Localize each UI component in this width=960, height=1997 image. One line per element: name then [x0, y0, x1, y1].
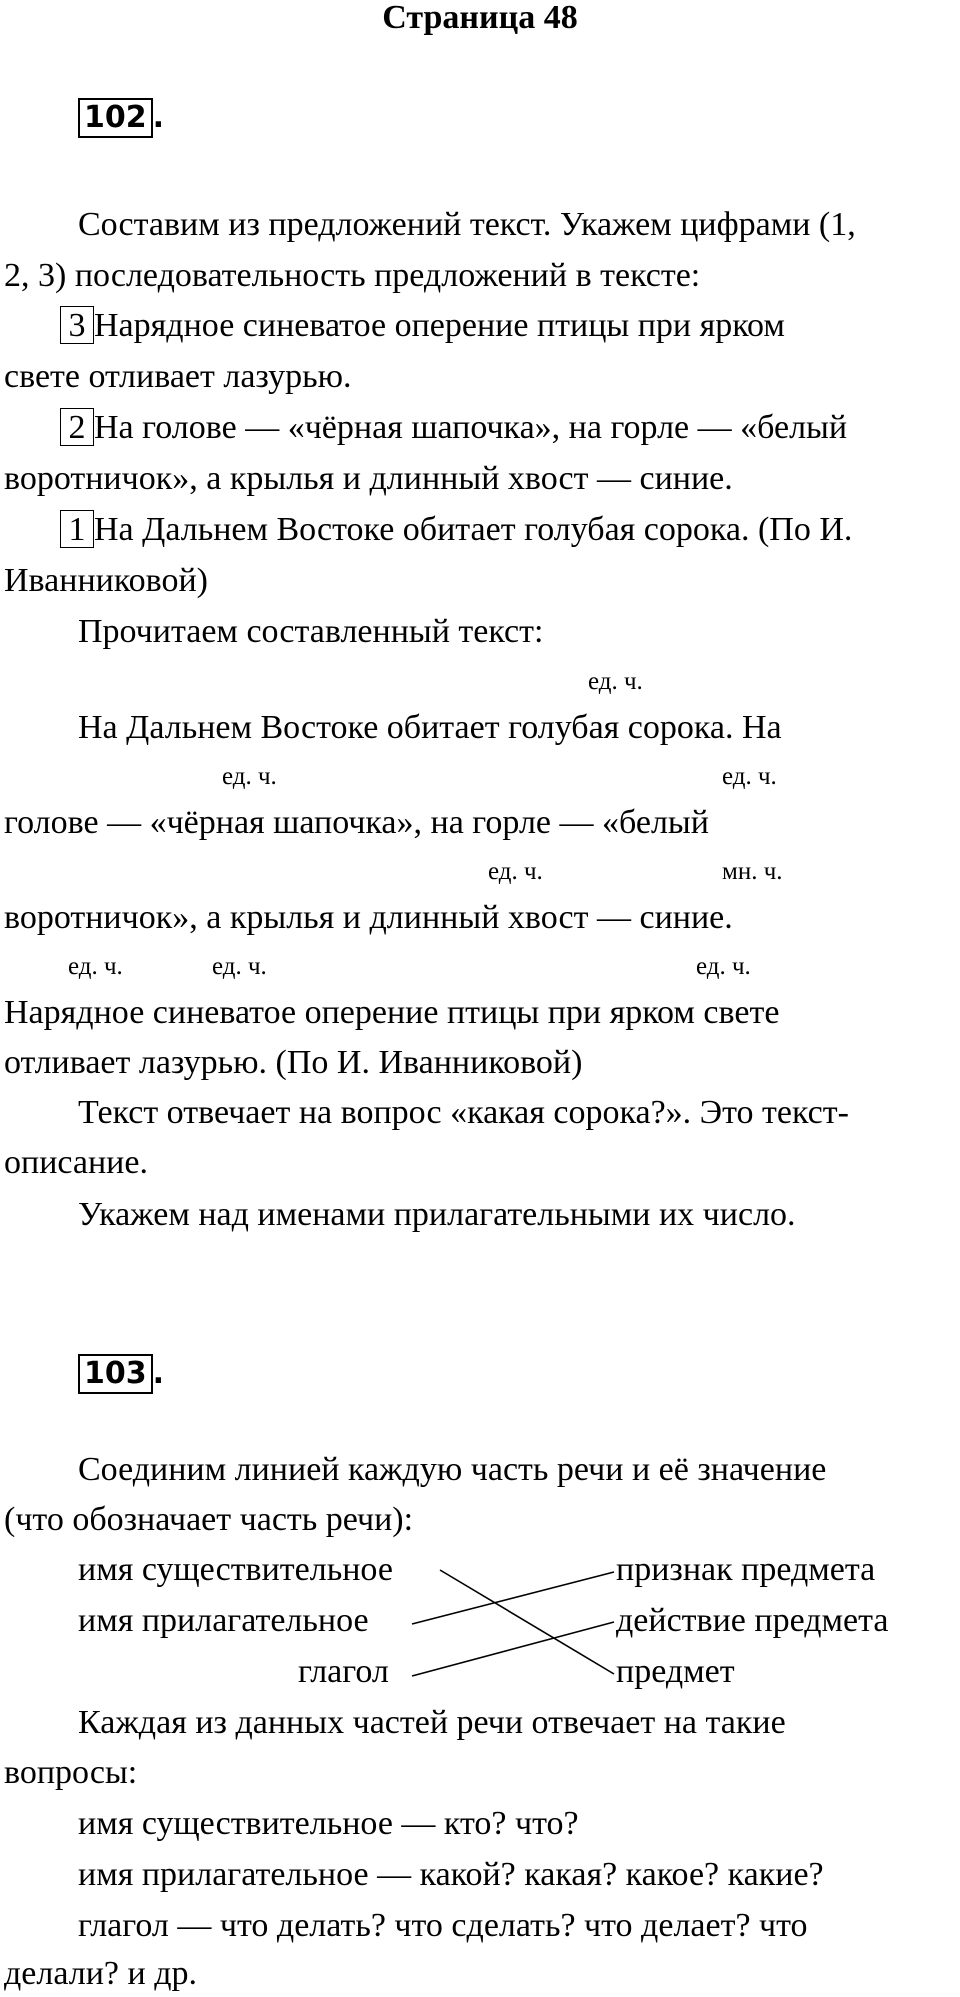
sentence-text: На Дальнем Востоке обитает голубая сорока. (По И.: [94, 511, 853, 548]
question-verb-line-1: глагол — что делать? что сделать? что делает? что: [78, 1907, 808, 1944]
exercise-number-box: 103: [78, 1354, 153, 1394]
number-annotation: ед. ч.: [722, 763, 777, 790]
number-annotation: ед. ч.: [222, 763, 277, 790]
left-item-adjective: имя прилагательное: [78, 1602, 369, 1639]
questions-intro-line-1: Каждая из данных частей речи отвечает на такие: [78, 1704, 786, 1741]
ex103-intro-line-1: Соединим линией каждую часть речи и её значение: [78, 1451, 827, 1488]
ex102-intro-line-1: Составим из предложений текст. Укажем цифрами (1,: [78, 206, 856, 243]
right-item-object: предмет: [616, 1653, 735, 1690]
link-adjective-attribute: [412, 1572, 614, 1624]
left-item-verb: глагол: [298, 1653, 389, 1690]
link-verb-action: [412, 1622, 614, 1676]
number-annotation: мн. ч.: [722, 858, 783, 885]
sentence-order-box: 1: [60, 510, 94, 548]
number-annotation: ед. ч.: [588, 668, 643, 695]
ex103-intro-line-2: (что обозначает часть речи):: [4, 1501, 414, 1538]
number-annotation: ед. ч.: [68, 953, 123, 980]
page-title: Страница 48: [382, 0, 578, 36]
answer-line-1: Текст отвечает на вопрос «какая сорока?». Это текст-: [78, 1094, 849, 1131]
sentence-1-line-2: Иванниковой): [4, 562, 208, 599]
ex102-intro-line-2: 2, 3) последовательность предложений в тексте:: [4, 257, 701, 294]
number-annotation: ед. ч.: [488, 858, 543, 885]
sentence-text: Нарядное синеватое оперение птицы при ярком: [94, 307, 785, 344]
right-item-action: действие предмета: [616, 1602, 889, 1639]
sentence-text: На голове — «чёрная шапочка», на горле — «белый: [94, 409, 848, 446]
exercise-number-box: 102: [78, 98, 153, 138]
exercise-number-dot: .: [152, 100, 165, 135]
sentence-order-box: 2: [60, 408, 94, 446]
right-item-attribute: признак предмета: [616, 1551, 876, 1588]
task-line: Укажем над именами прилагательными их число.: [78, 1196, 796, 1233]
question-adjective: имя прилагательное — какой? какая? какое? какие?: [78, 1856, 824, 1893]
number-annotation: ед. ч.: [212, 953, 267, 980]
read-line: Прочитаем составленный текст:: [78, 613, 544, 650]
question-noun: имя существительное — кто? что?: [78, 1805, 579, 1842]
left-item-noun: имя существительное: [78, 1551, 393, 1588]
composed-text-line-4: Нарядное синеватое оперение птицы при ярком свете: [4, 994, 780, 1031]
sentence-order-box: 3: [60, 306, 94, 344]
exercise-number-dot: .: [152, 1356, 165, 1391]
link-noun-object: [440, 1570, 614, 1674]
questions-intro-line-2: вопросы:: [4, 1754, 138, 1791]
question-verb-line-2: делали? и др.: [4, 1955, 197, 1992]
sentence-2-line-2: воротничок», а крылья и длинный хвост — синие.: [4, 460, 733, 497]
answer-line-2: описание.: [4, 1144, 148, 1181]
composed-text-line-2: голове — «чёрная шапочка», на горле — «белый: [4, 804, 709, 841]
composed-text-line-3: воротничок», а крылья и длинный хвост — синие.: [4, 899, 733, 936]
composed-text-line-1: На Дальнем Востоке обитает голубая сорока. На: [78, 709, 782, 746]
number-annotation: ед. ч.: [696, 953, 751, 980]
sentence-3-line-2: свете отливает лазурью.: [4, 358, 352, 395]
composed-text-line-5: отливает лазурью. (По И. Иванниковой): [4, 1044, 583, 1081]
